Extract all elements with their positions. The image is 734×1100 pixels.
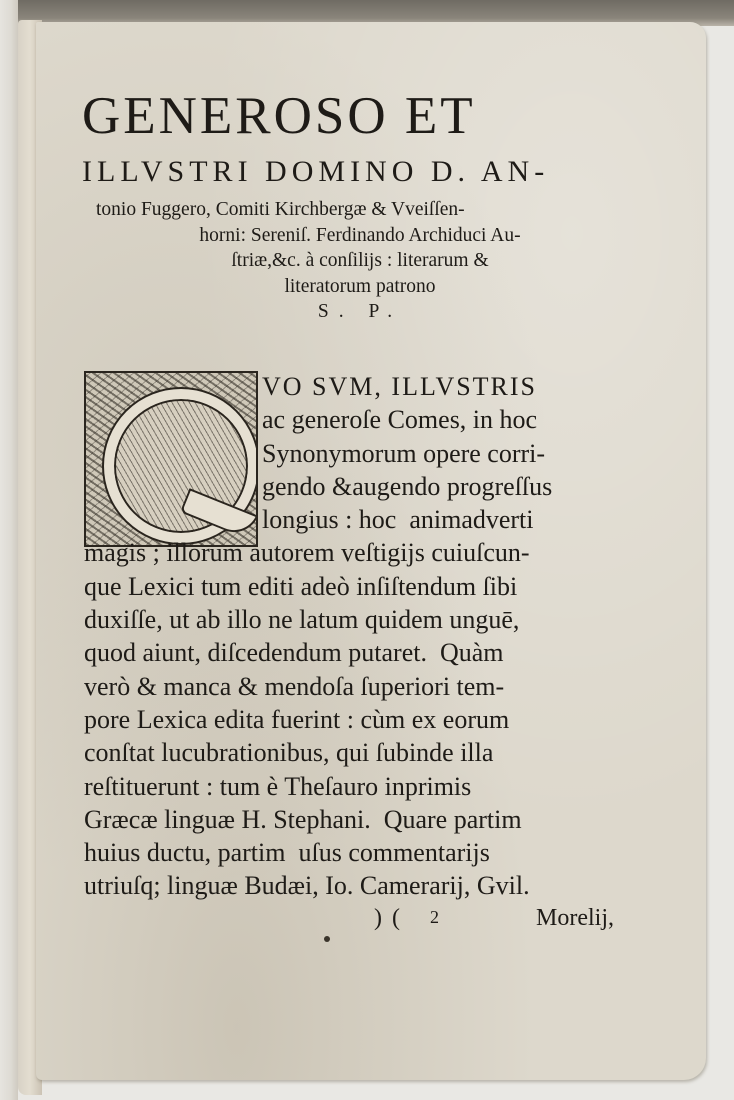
- title-line-1: GENEROSO ET: [82, 87, 476, 145]
- text-line: conſtat lucubrationibus, qui ſubinde illa: [84, 738, 494, 768]
- body-text: [84, 370, 620, 903]
- dedication-line: ſtriæ,&c. à conſilijs : literarum &: [231, 250, 489, 271]
- text-line: duxiſſe, ut ab illo ne latum quidem unguē,: [84, 605, 520, 635]
- signature-mark: )(: [374, 905, 410, 931]
- page-footer: [84, 905, 614, 939]
- salutem-plurimam: S. P.: [317, 301, 403, 322]
- text-line: longius : hoc animadverti: [262, 505, 534, 535]
- text-line: huius ductu, partim uſus commentarijs: [84, 838, 490, 868]
- ink-speck: [324, 936, 330, 942]
- title-line-2: ILLVSTRI DOMINO D. AN-: [82, 155, 550, 188]
- text-line: Synonymorum opere corri-: [262, 438, 546, 468]
- catchword: Morelij,: [536, 905, 614, 931]
- text-line: magis ; illorum autorem veſtigijs cuiuſcun-: [84, 538, 530, 568]
- dedication-line: literatorum patrono: [284, 275, 436, 297]
- text-line: reſtituerunt : tum è Theſauro inprimis: [84, 771, 472, 801]
- text-line: utriuſq; linguæ Budæi, Io. Camerarij, Gvil.: [84, 871, 530, 901]
- page-number: 2: [430, 907, 439, 927]
- text-line: gendo &augendo progreſſus: [262, 471, 553, 501]
- facing-page-edge: [0, 0, 18, 1100]
- dedication-line: horni: Sereniſ. Ferdinando Archiduci Au-: [199, 224, 521, 246]
- text-line: quod aiunt, diſcedendum putaret. Quàm: [84, 638, 504, 668]
- text-line: verò & manca & mendoſa ſuperiori tem-: [84, 671, 505, 701]
- text-line: pore Lexica edita fuerint : cùm ex eorum: [84, 704, 510, 734]
- dedication-block: [70, 197, 650, 325]
- dedication-line: tonio Fuggero, Comiti Kirchbergæ & Vveiſſen-: [96, 199, 465, 220]
- text-line: VO SVM, ILLVSTRIS: [262, 372, 538, 401]
- text-line: que Lexici tum editi adeò inſiſtendum ſibi: [84, 571, 518, 601]
- text-line: ac generoſe Comes, in hoc: [262, 405, 538, 435]
- text-line: Græcæ linguæ H. Stephani. Quare partim: [84, 804, 522, 834]
